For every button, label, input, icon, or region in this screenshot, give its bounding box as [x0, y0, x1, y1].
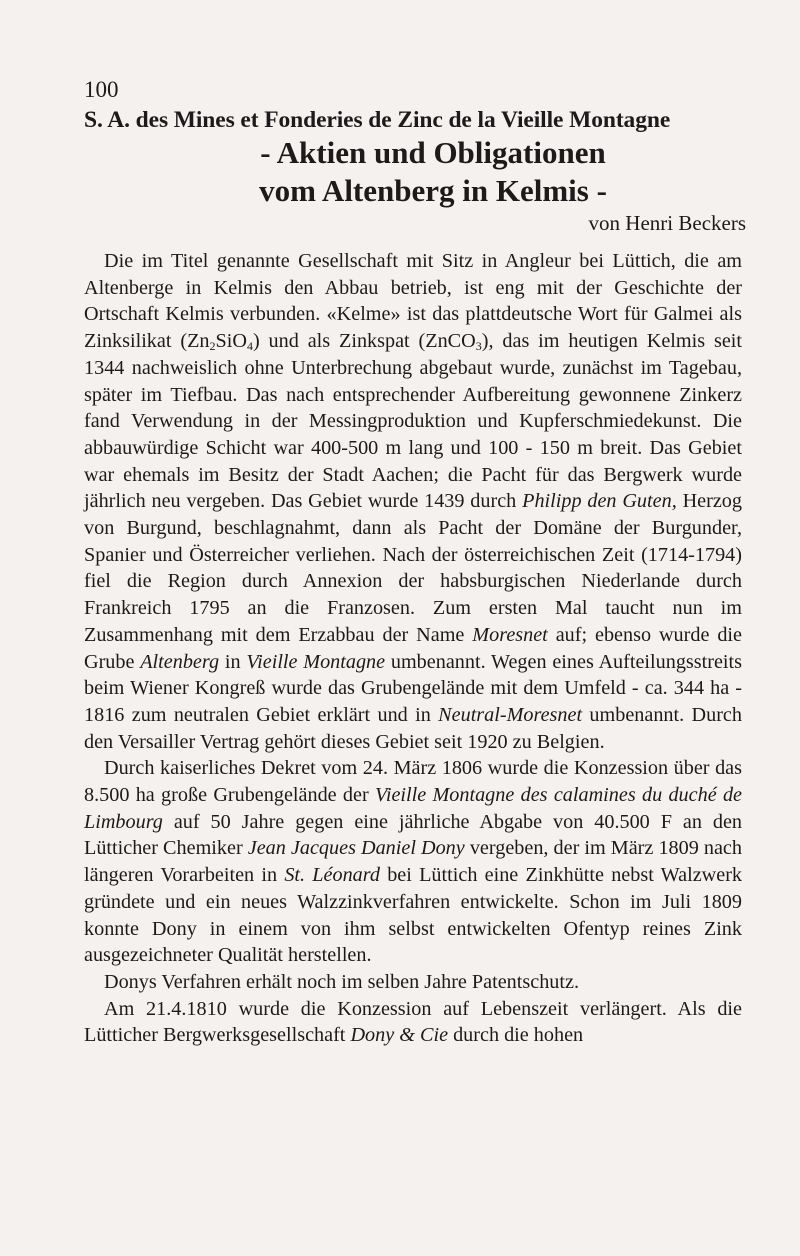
italic-name: Neutral-Moresnet	[438, 703, 583, 726]
author-byline: von Henri Beckers	[588, 211, 746, 235]
text-run: vergeben, der im März 1809 nach längeren Vorarbeiten in	[84, 837, 742, 887]
text-run: umbenannt. Wegen eines Aufteilungsstreits beim Wiener Kongreß wurde das Grubengelände mit dem Umfeld - ca. 344 ha - 1816 zum neutralen Gebiet erklärt und in	[84, 650, 743, 726]
subscript: 2	[209, 339, 216, 354]
text-run: Herzog von Burgund, beschlagnahmt, dann als Pacht der Domäne der Burgunder, Spanier und Österreicher verliehen. Nach der österreichischen Zeit (1714-1794) fiel die Region durch Annexion der habsburgischen Niederlande durch Frankreich 1795 an die Franzosen. Zum ersten Mal taucht nun im Zusammenhang mit dem Erzabbau der Name	[84, 490, 742, 646]
italic-name: Philipp den Guten,	[522, 490, 677, 513]
text-run: umbenannt. Durch den Versailler Vertrag gehört dieses Gebiet seit 1920 zu Belgien.	[84, 703, 742, 753]
document-page	[84, 76, 746, 1049]
text-run: auf; ebenso wurde die Grube	[84, 623, 743, 673]
article-title-line-1: - Aktien und Obligationen	[260, 135, 606, 170]
page-number: 100	[84, 77, 119, 102]
italic-name: Vieille Montagne	[246, 650, 386, 673]
article-title-line-2: vom Altenberg in Kelmis -	[259, 173, 607, 208]
paragraph-1	[84, 248, 742, 755]
subscript: 4	[246, 339, 253, 354]
italic-name: Moresnet	[472, 623, 548, 646]
italic-name: Jean Jacques Daniel Dony	[247, 837, 465, 860]
subscript: 3	[475, 339, 482, 354]
text-run: Die im Titel genannte Gesellschaft mit Sitz in Angleur bei Lüttich, die am Altenberge in Kelmis den Abbau betrieb, ist eng mit der Geschichte der Ortschaft Kelmis verbunden. «Kelme» ist das plattdeutsche Wort für Galmei als Zinksilikat (Zn	[84, 250, 742, 353]
text-run: in	[219, 650, 247, 673]
italic-name: Dony & Cie	[350, 1024, 449, 1047]
company-title: S. A. des Mines et Fonderies de Zinc de la Vieille Montagne	[84, 107, 671, 133]
text-run: bei Lüttich eine Zinkhütte nebst Walzwerk gründete und ein neues Walzzinkverfahren entwickelte. Schon im Juli 1809 konnte Dony in einem von ihm selbst entwickelten Ofentyp reines Zink ausgezeichneter Qualität herstellen.	[84, 864, 743, 967]
text-run: ) und als Zinkspat (ZnCO	[252, 330, 476, 353]
text-run: SiO	[215, 330, 247, 353]
article-body	[84, 248, 742, 1049]
text-run: durch die hohen	[448, 1024, 584, 1047]
paragraph-3: Donys Verfahren erhält noch im selben Jahre Patentschutz.	[104, 970, 580, 993]
paragraph-4	[84, 996, 742, 1049]
italic-name: St. Léonard	[284, 864, 380, 887]
italic-name: Altenberg	[140, 650, 220, 673]
text-run: ), das im heutigen Kelmis seit 1344 nachweislich ohne Unterbrechung abgebaut wurde, zunächst im Tagebau, später im Tiefbau. Das nach entsprechender Aufbereitung gewonnene Zinkerz fand Verwendung in der Messingproduktion und Kupferschmiedekunst. Die abbauwürdige Schicht war 400-500 m lang und 100 - 150 m breit. Das Gebiet war ehemals im Besitz der Stadt Aachen; die Pacht für das Bergwerk wurde jährlich neu vergeben. Das Gebiet wurde 1439 durch	[84, 330, 742, 513]
text-run: Am 21.4.1810 wurde die Konzession auf Lebenszeit verlängert. Als die Lütticher Bergwerksgesellschaft	[84, 997, 742, 1047]
paragraph-2	[84, 755, 742, 969]
text-run: auf 50 Jahre gegen eine jährliche Abgabe von 40.500 F an den Lütticher Chemiker	[84, 810, 742, 860]
italic-name: Vieille Montagne des calamines du duché de Limbourg	[84, 784, 743, 833]
text-run: Durch kaiserliches Dekret vom 24. März 1806 wurde die Konzession über das 8.500 ha große Grubengelände der	[84, 757, 742, 807]
article-title	[84, 134, 742, 210]
